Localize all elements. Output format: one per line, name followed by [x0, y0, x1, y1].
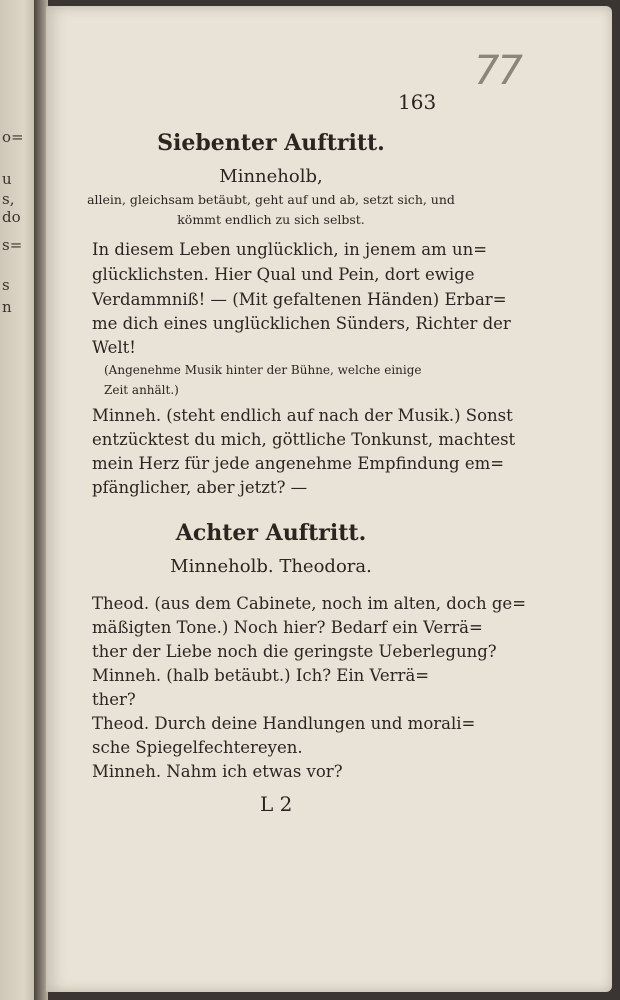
left-fragment: n [2, 298, 12, 316]
speech-line: glücklichsten. Hier Qual und Pein, dort ewige [92, 265, 475, 284]
dialogue-line: ther? [92, 690, 136, 709]
speech-line: entzücktest du mich, göttliche Tonkunst, machtest [92, 430, 516, 449]
left-fragment: s [2, 276, 10, 294]
speech-line: In diesem Leben unglücklich, in jenem am un= [92, 240, 488, 259]
speech-line: pfänglicher, aber jetzt? — [92, 478, 308, 497]
speech-line: Welt! [92, 338, 136, 357]
stage-direction-line: allein, gleichsam betäubt, geht auf und ab, setzt sich, und [87, 192, 455, 207]
dialogue-line: sche Spiegelfechtereyen. [92, 738, 303, 757]
left-fragment: u [2, 170, 12, 188]
speech-line: mein Herz für jede angenehme Empfindung em= [92, 454, 505, 473]
printer-signature: L 2 [260, 792, 293, 816]
dialogue-line: ther der Liebe noch die geringste Ueberlegung? [92, 642, 497, 661]
dialogue-line: mäßigten Tone.) Noch hier? Bedarf ein Verrä= [92, 618, 483, 637]
dialogue-line: Minneh. Nahm ich etwas vor? [92, 762, 343, 781]
dialogue-line: Minneh. (halb betäubt.) Ich? Ein Verrä= [92, 666, 430, 685]
page-number: 163 [398, 90, 437, 114]
book-page [46, 6, 612, 992]
speech-line: me dich eines unglücklichen Sünders, Richter der [92, 314, 511, 333]
left-fragment: do [2, 208, 21, 226]
stage-direction-line: Zeit anhält.) [104, 383, 179, 397]
scene-persons-7: Minneholb, [219, 166, 323, 187]
left-fragment: s, [2, 190, 15, 208]
dialogue-line: Theod. Durch deine Handlungen und morali= [92, 714, 476, 733]
left-fragment: s= [2, 236, 23, 254]
left-fragment: o= [2, 128, 24, 146]
scene-heading-8: Achter Auftritt. [175, 520, 367, 546]
speech-line: Verdammniß! — (Mit gefaltenen Händen) Erbar= [92, 290, 507, 309]
archive-mark: 77 [474, 48, 521, 94]
stage-direction-line: (Angenehme Musik hinter der Bühne, welche einige [104, 363, 422, 377]
stage-direction-line: kömmt endlich zu sich selbst. [177, 212, 365, 227]
scene-persons-8: Minneholb. Theodora. [170, 556, 372, 577]
dialogue-line: Theod. (aus dem Cabinete, noch im alten, doch ge= [92, 594, 527, 613]
speech-line: Minneh. (steht endlich auf nach der Musik.) Sonst [92, 406, 513, 425]
scene-heading-7: Siebenter Auftritt. [157, 130, 385, 156]
